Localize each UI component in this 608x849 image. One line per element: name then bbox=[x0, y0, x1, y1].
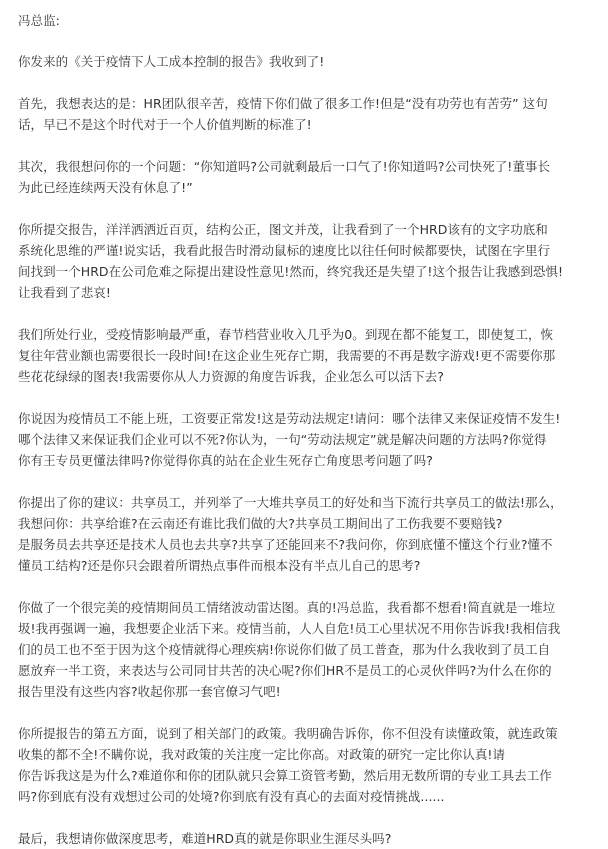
paragraph-line: 间找到一个HRD在公司危难之际提出建设性意见!然而，终究我还是失望了!这个报告让我感到恐惧! bbox=[18, 264, 564, 279]
letter-paragraph bbox=[18, 723, 592, 807]
paragraph-line: 是服务员去共享还是技术人员也去共享?共享了还能回来不?我问你，你到底懂不懂这个行业?懂不 bbox=[18, 537, 553, 552]
paragraph-line: 你提出了你的建议：共享员工，并列举了一大堆共享员工的好处和当下流行共享员工的做法!那么， bbox=[18, 495, 563, 510]
paragraph-line: 你所提交报告，洋洋洒洒近百页，结构公正，图文并茂，让我看到了一个HRD该有的文字功底和 bbox=[18, 222, 548, 237]
paragraph-line: 吗?你到底有没有戏想过公司的处境?你到底有没有真心的去面对疫情挑战...... bbox=[18, 789, 445, 804]
paragraph-line: 圾!我再强调一遍，我想要企业活下来。疫情当前，人人自危!员工心里状况不用你告诉我!我相信我 bbox=[18, 621, 561, 636]
paragraph-line: 些花花绿绿的图表!我需要你从人力资源的角度告诉我，企业怎么可以活下去? bbox=[18, 369, 444, 384]
paragraph-line: 你告诉我这是为什么?难道你和你的团队就只会算工资管考勤，然后用无数所谓的专业工具去工作 bbox=[18, 768, 552, 783]
paragraph-line: 让我看到了悲哀! bbox=[18, 285, 111, 300]
paragraph-line: 你有王专员更懂法律吗?你觉得你真的站在企业生死存亡角度思考问题了吗? bbox=[18, 453, 433, 468]
paragraph-line: 报告里没有这些内容?收起你那一套官僚习气吧! bbox=[18, 684, 281, 699]
paragraph-line: 你说因为疫情员工不能上班，工资要正常发!这是劳动法规定!请问：哪个法律又来保证疫情不发生! bbox=[18, 411, 561, 426]
paragraph-line: 愿放弃一半工资，来表达与公司同甘共苦的决心呢?你们HR不是员工的心灵伙伴吗?为什么在你的 bbox=[18, 663, 552, 678]
letter-paragraph bbox=[18, 219, 592, 303]
letter-paragraph bbox=[18, 93, 592, 135]
paragraph-line: 收集的都不全!不瞒你说，我对政策的关注度一定比你高。对政策的研究一定比你认真!请 bbox=[18, 747, 506, 762]
paragraph-line: 我们所处行业，受疫情影响最严重，春节档营业收入几乎为0。到现在都不能复工，即使复工，恢 bbox=[18, 327, 554, 342]
paragraph-line: 我想问你：共享给谁?在云南还有谁比我们做的大?共享员工期间出了工伤我要不要赔钱? bbox=[18, 516, 503, 531]
paragraph-line: 其次，我很想问你的一个问题：“你知道吗?公司就剩最后一口气了!你知道吗?公司快死了!董事长 bbox=[18, 159, 551, 174]
paragraph-line: 为此已经连续两天没有休息了!” bbox=[18, 180, 193, 195]
paragraph-line: 你发来的《关于疫情下人工成本控制的报告》我收到了! bbox=[18, 54, 325, 69]
paragraph-line: 话，早已不是这个时代对于一个人价值判断的标准了! bbox=[18, 117, 312, 132]
paragraph-line: 你做了一个很完美的疫情期间员工情绪波动雷达图。真的!冯总监，我看都不想看!简直就是一堆垃 bbox=[18, 600, 556, 615]
paragraph-line: 复往年营业额也需要很长一段时间!在这企业生死存亡期，我需要的不再是数字游戏!更不需要你那 bbox=[18, 348, 556, 363]
paragraph-line: 懂员工结构?还是你只会跟着所谓热点事件而根本没有半点儿自己的思考? bbox=[18, 558, 421, 573]
letter-body bbox=[18, 51, 592, 849]
letter-paragraph bbox=[18, 324, 592, 387]
letter-salutation: 冯总监: bbox=[18, 13, 60, 28]
letter-paragraph bbox=[18, 156, 592, 198]
paragraph-line: 系统化思维的严谨!说实话，我看此报告时滑动鼠标的速度比以往任何时候都要快，试图在字里行 bbox=[18, 243, 551, 258]
paragraph-line: 你所提报告的第五方面，说到了相关部门的政策。我明确告诉你，你不但没有读懂政策，就连政策 bbox=[18, 726, 558, 741]
paragraph-line: 首先，我想表达的是：HR团队很辛苦，疫情下你们做了很多工作!但是“没有功劳也有苦劳” 这句 bbox=[18, 96, 548, 111]
letter-paragraph bbox=[18, 597, 592, 702]
letter-paragraph bbox=[18, 408, 592, 471]
paragraph-line: 哪个法律又来保证我们企业可以不死?你认为，一句“劳动法规定”就是解决问题的方法吗?你觉得 bbox=[18, 432, 547, 447]
letter-paragraph bbox=[18, 51, 592, 72]
letter-paragraph bbox=[18, 492, 592, 576]
paragraph-line: 们的员工也不至于因为这个疫情就得心理疾病!你说你们做了员工普查，那为什么我收到了员工自 bbox=[18, 642, 551, 657]
letter-paragraph bbox=[18, 828, 592, 849]
paragraph-line: 最后，我想请你做深度思考，难道HRD真的就是你职业生涯尽头吗? bbox=[18, 831, 392, 846]
